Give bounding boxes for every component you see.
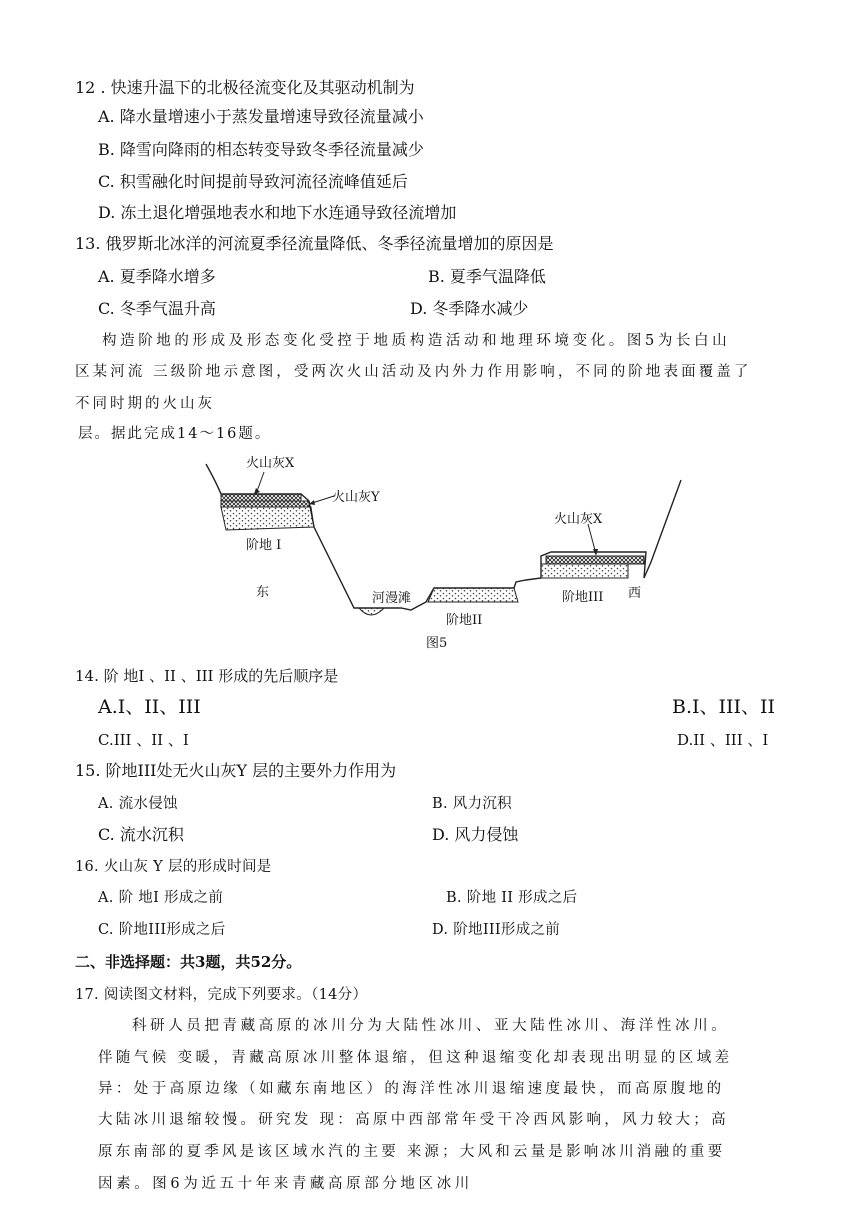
q17-stem: 17. 阅读图文材料，完成下列要求。（14分）	[75, 987, 368, 1003]
label-ash-x-left: 火山灰X	[246, 456, 295, 471]
q17-paragraph-line-2: 伴随气候 变暖，青藏高原冰川整体退缩，但这种退缩变化却表现出明显的区域差	[98, 1050, 733, 1066]
q14-option-a: A.I、II、III	[98, 696, 201, 718]
terrace-2-deposit	[428, 588, 518, 602]
label-terrace-2: 阶地II	[446, 613, 483, 628]
terrace-diagram	[196, 442, 686, 630]
q17-paragraph-line-3: 异：处于高原边缘（如藏东南地区）的海洋性冰川退缩速度最快，而高原腹地的	[98, 1081, 725, 1097]
intro-line-1: 构造阶地的形成及形态变化受控于地质构造活动和地理环境变化。图5为长白山	[102, 333, 731, 349]
q16-option-d: D. 阶地III形成之前	[432, 922, 561, 938]
q12-option-a: A. 降水量增速小于蒸发量增速导致径流量减小	[98, 107, 424, 126]
q16-option-c: C. 阶地III形成之后	[98, 922, 226, 938]
river-channel	[359, 608, 384, 615]
q15-option-c: C. 流水沉积	[98, 825, 184, 844]
q12-option-b: B. 降雪向降雨的相态转变导致冬季径流量减少	[98, 140, 424, 159]
q15-option-a: A. 流水侵蚀	[98, 796, 178, 812]
label-terrace-3: 阶地III	[562, 590, 604, 605]
q14-stem: 14. 阶 地I 、II 、III 形成的先后顺序是	[75, 667, 339, 685]
q13-option-b: B. 夏季气温降低	[428, 267, 546, 286]
q12-option-c: C. 积雪融化时间提前导致河流径流峰值延后	[98, 172, 408, 191]
intro-line-2: 区某河流 三级阶地示意图，受两次火山活动及内外力作用影响，不同的阶地表面覆盖了	[75, 364, 752, 380]
q15-option-b: B. 风力沉积	[432, 796, 512, 812]
q13-option-a: A. 夏季降水增多	[98, 267, 216, 286]
label-west: 西	[628, 586, 642, 601]
q17-paragraph-line-5: 原东南部的夏季风是该区域水汽的主要 来源；大风和云量是影响冰川消融的重要	[98, 1144, 726, 1160]
ash-x-layer-left	[221, 494, 301, 501]
q14-option-b: B.I、III、II	[672, 696, 776, 718]
ash-x-layer-right	[546, 556, 644, 564]
intro-line-4: 层。据此完成14～16题。	[78, 426, 272, 442]
q16-option-b: B. 阶地 II 形成之后	[446, 890, 578, 906]
terrace-1-deposit	[221, 507, 314, 530]
label-ash-x-right: 火山灰X	[554, 512, 603, 527]
label-terrace-1: 阶地 I	[246, 538, 282, 553]
ash-y-layer-left	[221, 501, 309, 507]
q17-paragraph-line-1: 科研人员把青藏高原的冰川分为大陆性冰川、亚大陆性冰川、海洋性冰川。	[132, 1018, 730, 1034]
label-ash-y: 火山灰Y	[332, 490, 380, 505]
q13-option-d: D. 冬季降水减少	[410, 299, 529, 318]
q12-option-d: D. 冻土退化增强地表水和地下水连通导致径流增加	[98, 203, 457, 222]
q17-paragraph-line-6: 因素。图6为近五十年来青藏高原部分地区冰川	[98, 1176, 473, 1192]
arrowhead-ash-x-left	[254, 488, 260, 494]
q12-stem: 12 . 快速升温下的北极径流变化及其驱动机制为	[75, 78, 415, 97]
q13-option-c: C. 冬季气温升高	[98, 299, 216, 318]
figure-caption: 图5	[426, 636, 448, 651]
q16-stem: 16. 火山灰 Y 层的形成时间是	[75, 859, 272, 875]
q17-paragraph-line-4: 大陆冰川退缩较慢。研究发 现：高原中西部常年受干冷西风影响，风力较大；高	[98, 1112, 729, 1128]
intro-line-3: 不同时期的火山灰	[75, 396, 215, 412]
terrace-3-deposit	[541, 564, 628, 578]
q14-option-d: D.II 、III 、I	[677, 731, 769, 749]
q14-option-c: C.III 、II 、I	[98, 731, 189, 749]
q15-option-d: D. 风力侵蚀	[432, 825, 519, 844]
label-east: 东	[256, 585, 270, 600]
q16-option-a: A. 阶 地I 形成之前	[98, 890, 224, 906]
label-floodplain: 河漫滩	[372, 591, 412, 606]
q13-stem: 13. 俄罗斯北冰洋的河流夏季径流量降低、冬季径流量增加的原因是	[75, 234, 554, 253]
q15-stem: 15. 阶地III处无火山灰Y 层的主要外力作用为	[75, 761, 397, 780]
section-2-heading: 二、非选择题：共3题，共52分。	[75, 953, 302, 971]
